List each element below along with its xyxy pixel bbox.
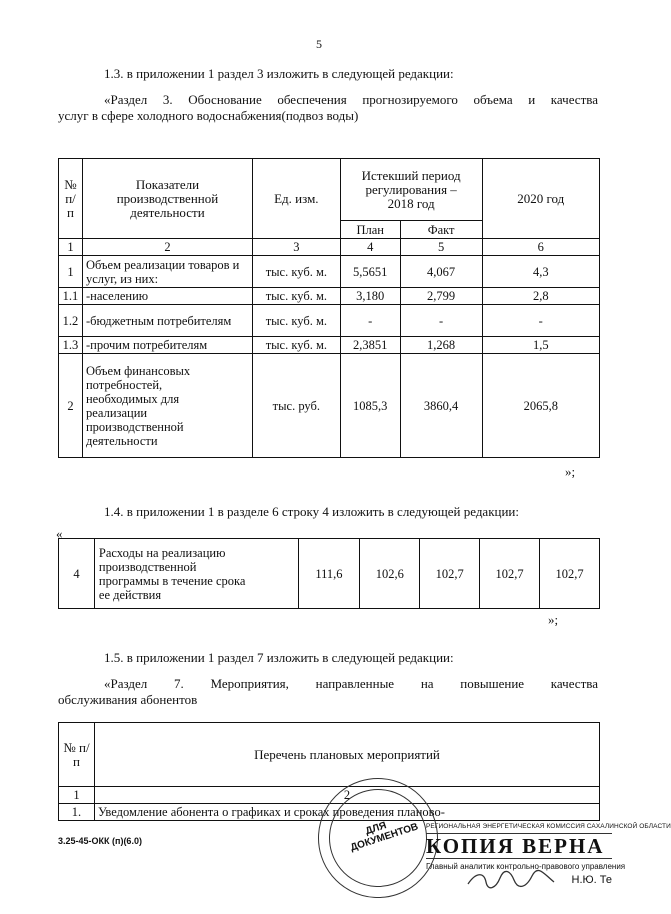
table-row — [59, 354, 600, 458]
t2-value: 102,7 — [480, 539, 540, 609]
t1-row-year: 2,8 — [482, 288, 600, 305]
t3-colnum: 1 — [59, 787, 95, 804]
t3-colnum: 2 — [94, 787, 599, 804]
t1-colnum: 4 — [340, 239, 400, 256]
t2-name-line3: программы в течение срока — [98, 573, 246, 588]
t1-header-unit: Ед. изм. — [252, 159, 340, 239]
t1-row-name: Объем финансовых потребностей, необходимых для реализации производственной деятельности — [82, 354, 252, 458]
t3-row-text: Уведомление абонента о графиках и сроках проведения планово- — [94, 804, 599, 821]
t2-name-line2: производственной — [98, 559, 197, 574]
stamp-dept-line: Главный аналитик контрольно-правового управления — [426, 862, 626, 871]
table1-closing-quote: »; — [565, 464, 576, 479]
item-1-4: 1.4. в приложении 1 в разделе 6 строку 4 изложить в следующей редакции: — [104, 504, 520, 519]
footer-code: 3.25-45-ОКК (п)(6.0) — [58, 836, 142, 846]
t1-row-plan: 2,3851 — [340, 337, 400, 354]
t1-row-fact: 2,799 — [400, 288, 482, 305]
t1-colnum: 2 — [82, 239, 252, 256]
t3-header-num: № п/п — [59, 723, 95, 787]
table-row — [59, 288, 600, 305]
section7-title-line1: «Раздел 7. Мероприятия, направленные на повышение качества — [104, 676, 598, 691]
t1-row-fact: 4,067 — [400, 256, 482, 288]
t1-row-plan: - — [340, 305, 400, 337]
t1-colnum: 6 — [482, 239, 600, 256]
seal-text: ДЛЯ ДОКУМЕНТОВ — [349, 820, 420, 854]
t1-row-fact: 1,268 — [400, 337, 482, 354]
t1-row-num: 1.1 — [59, 288, 83, 305]
table-row — [59, 539, 600, 609]
t1-header-name: Показатели производственной деятельности — [82, 159, 252, 239]
t1-row-fact: - — [400, 305, 482, 337]
section3-title-line2: услуг в сфере холодного водоснабжения(подвоз воды) — [58, 108, 359, 123]
table-row — [59, 305, 600, 337]
t1-row-num: 1.3 — [59, 337, 83, 354]
copy-stamp — [426, 822, 671, 890]
t1-row-name: -бюджетным потребителям — [82, 305, 252, 337]
t1-row-year: - — [482, 305, 600, 337]
t1-header-year: 2020 год — [482, 159, 600, 239]
item-1-5: 1.5. в приложении 1 раздел 7 изложить в следующей редакции: — [104, 650, 454, 665]
t1-row-unit: тыс. куб. м. — [252, 288, 340, 305]
table-row — [59, 337, 600, 354]
page-number: 5 — [316, 37, 322, 51]
t1-header-num: № п/п — [59, 159, 83, 239]
t1-row-plan: 1085,3 — [340, 354, 400, 458]
t1-row-num: 1.2 — [59, 305, 83, 337]
t2-row-name — [94, 539, 298, 609]
t2-row-num: 4 — [59, 539, 95, 609]
section7-title-line2: обслуживания абонентов — [58, 692, 198, 707]
t2-name-line4: ее действия — [98, 587, 162, 602]
t2-value: 102,7 — [420, 539, 480, 609]
t1-header-fact: Факт — [400, 221, 482, 239]
t3-header-list: Перечень плановых мероприятий — [94, 723, 599, 787]
t1-row-unit: тыс. руб. — [252, 354, 340, 458]
stamp-org-line: РЕГИОНАЛЬНАЯ ЭНЕРГЕТИЧЕСКАЯ КОМИССИЯ САХАЛИНСКОЙ ОБЛАСТИ — [426, 823, 671, 830]
t1-row-plan: 3,180 — [340, 288, 400, 305]
t2-value: 111,6 — [298, 539, 360, 609]
stamp-copy-title: КОПИЯ ВЕРНА — [426, 833, 612, 859]
signature-icon — [466, 870, 556, 890]
t1-header-period: Истекший период регулирования – 2018 год — [340, 159, 482, 221]
t1-row-year: 4,3 — [482, 256, 600, 288]
t1-row-year: 1,5 — [482, 337, 600, 354]
t1-row-fact: 3860,4 — [400, 354, 482, 458]
t1-row-name: -населению — [82, 288, 252, 305]
t2-value: 102,6 — [360, 539, 420, 609]
t2-value: 102,7 — [540, 539, 600, 609]
t1-row-year: 2065,8 — [482, 354, 600, 458]
stamp-signer: Н.Ю. Те — [571, 874, 612, 886]
t3-row-num: 1. — [59, 804, 95, 821]
section3-title-line1: «Раздел 3. Обоснование обеспечения прогнозируемого объема и качества — [104, 92, 598, 107]
table-row4 — [58, 538, 600, 609]
item-1-3: 1.3. в приложении 1 раздел 3 изложить в следующей редакции: — [104, 66, 454, 81]
t1-row-unit: тыс. куб. м. — [252, 337, 340, 354]
t1-colnum: 1 — [59, 239, 83, 256]
t1-row-plan: 5,5651 — [340, 256, 400, 288]
t2-name-line1: Расходы на реализацию — [98, 545, 226, 560]
t1-colnum: 3 — [252, 239, 340, 256]
table-row — [59, 256, 600, 288]
table2-closing-quote: »; — [548, 612, 559, 627]
t1-row-num: 2 — [59, 354, 83, 458]
t1-row-num: 1 — [59, 256, 83, 288]
t1-header-plan: План — [340, 221, 400, 239]
table-section3 — [58, 158, 600, 458]
t1-colnum: 5 — [400, 239, 482, 256]
t1-row-name: Объем реализации товаров и услуг, из них: — [82, 256, 252, 288]
table2-open-quote: « — [56, 526, 63, 541]
t1-row-unit: тыс. куб. м. — [252, 256, 340, 288]
t1-row-unit: тыс. куб. м. — [252, 305, 340, 337]
t1-row-name: -прочим потребителям — [82, 337, 252, 354]
